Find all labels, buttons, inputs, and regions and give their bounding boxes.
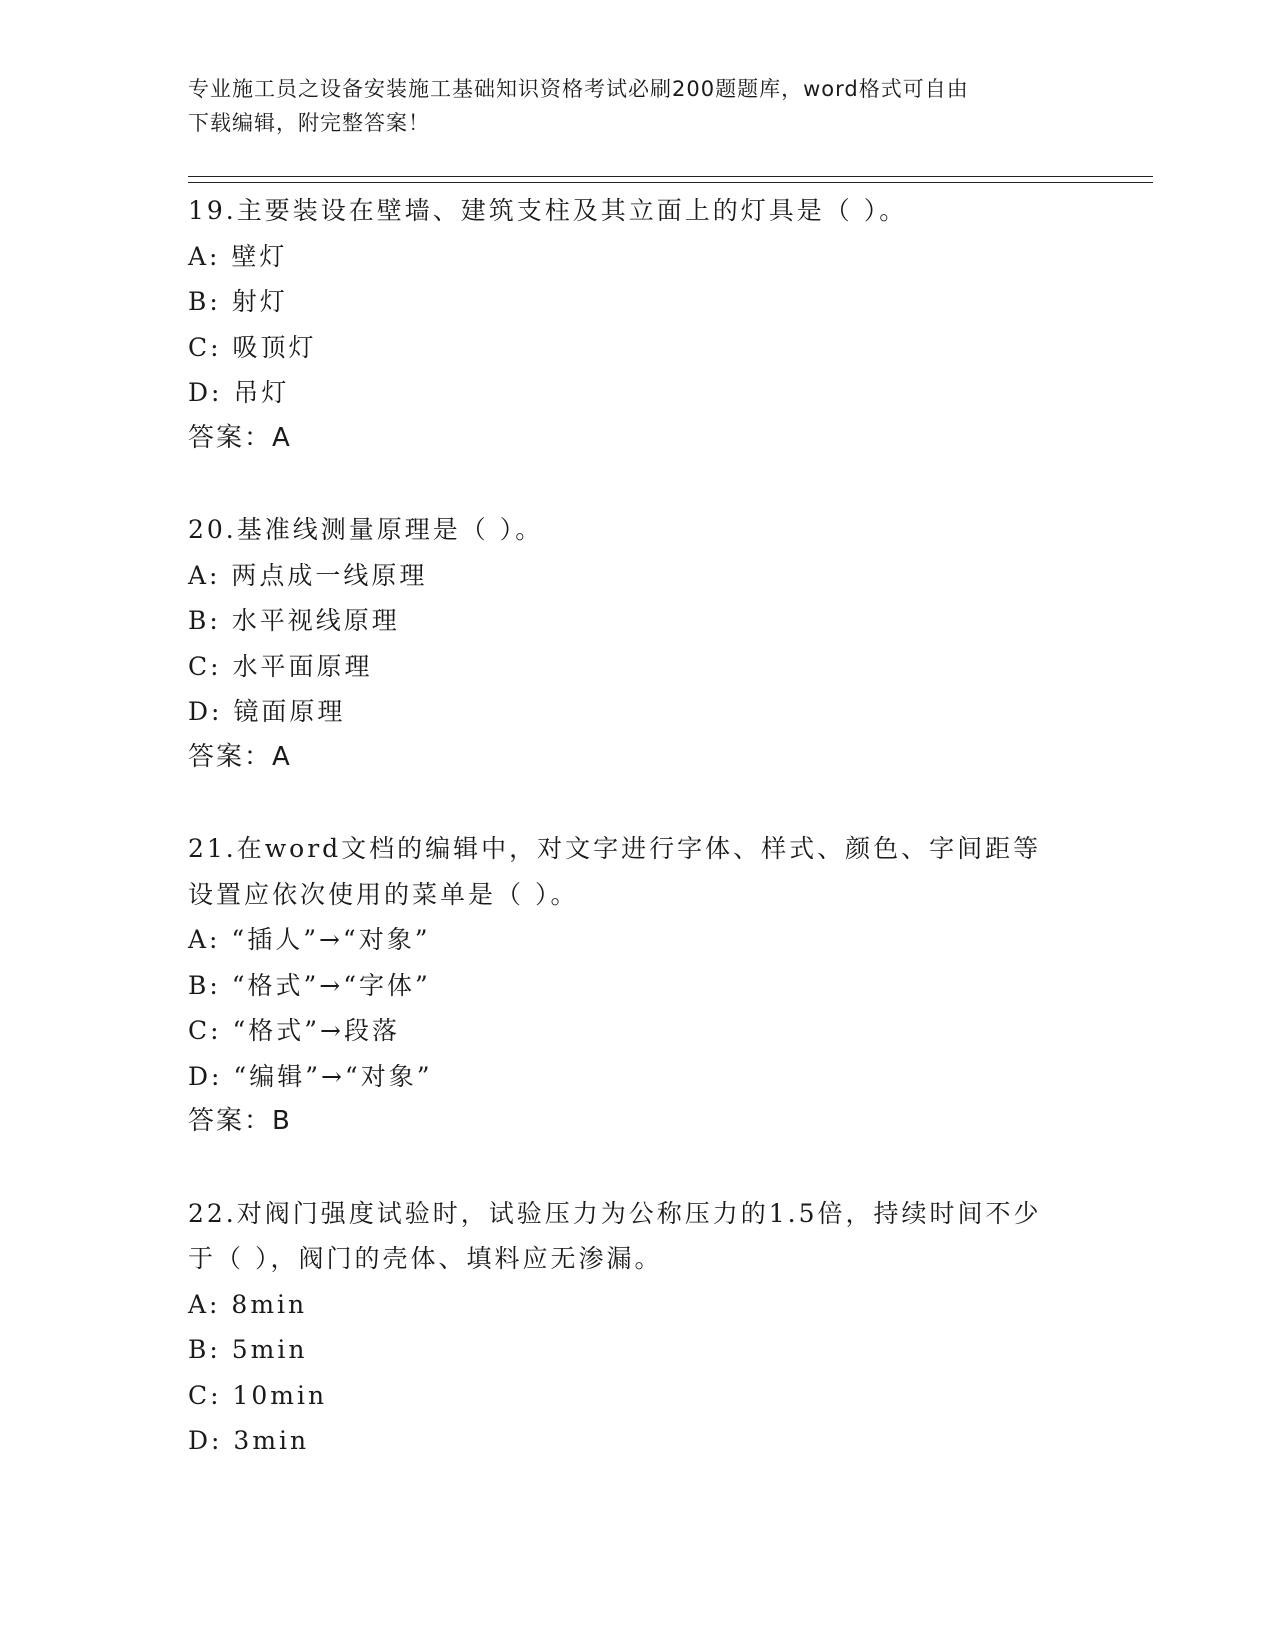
question-21: [188, 826, 1088, 1145]
question-text-line-1: 21.在word文档的编辑中，对文字进行字体、样式、颜色、字间距等: [188, 834, 1042, 863]
header-divider-top: [188, 176, 1153, 177]
answer-label: 答案：A: [188, 741, 292, 772]
question-22: [188, 1191, 1088, 1464]
question-text: 20.基准线测量原理是（ ）。: [188, 515, 544, 544]
option-a: A: 8min: [188, 1289, 308, 1319]
option-b: B: 5min: [188, 1335, 308, 1364]
question-20: [188, 507, 1088, 780]
option-c: C: 水平面原理: [188, 651, 373, 681]
question-text-line-2: 设置应依次使用的菜单是（ ）。: [188, 879, 579, 909]
option-c: C: 吸顶灯: [188, 332, 317, 362]
option-d: D: 镜面原理: [188, 697, 346, 726]
header-line-1: 专业施工员之设备安装施工基础知识资格考试必刷200题题库，word格式可自由: [188, 77, 969, 101]
option-a: A: “插人”→“对象”: [188, 925, 431, 954]
option-a: A: 两点成一线原理: [188, 560, 428, 590]
option-d: D: 3min: [188, 1426, 310, 1455]
option-d: D: 吊灯: [188, 378, 290, 407]
answer-label: 答案：A: [188, 422, 292, 453]
option-c: C: 10min: [188, 1380, 328, 1410]
question-text: 19.主要装设在壁墙、建筑支柱及其立面上的灯具是（ ）。: [188, 196, 908, 225]
header-divider-bottom: [188, 182, 1153, 183]
option-a: A: 壁灯: [188, 241, 288, 271]
document-header: [188, 72, 1068, 140]
question-19: [188, 188, 1088, 461]
option-b: B: “格式”→“字体”: [188, 970, 431, 1000]
option-c: C: “格式”→段落: [188, 1016, 401, 1045]
question-text-line-2: 于（ ），阀门的壳体、填料应无渗漏。: [188, 1244, 663, 1273]
question-text-line-1: 22.对阀门强度试验时，试验压力为公称压力的1.5倍，持续时间不少: [188, 1198, 1042, 1228]
option-b: B: 水平视线原理: [188, 606, 400, 635]
option-b: B: 射灯: [188, 287, 288, 316]
header-line-2: 下载编辑，附完整答案！: [188, 111, 430, 135]
answer-label: 答案：B: [188, 1106, 292, 1136]
option-d: D: “编辑”→“对象”: [188, 1061, 433, 1091]
question-list: [188, 188, 1088, 1510]
